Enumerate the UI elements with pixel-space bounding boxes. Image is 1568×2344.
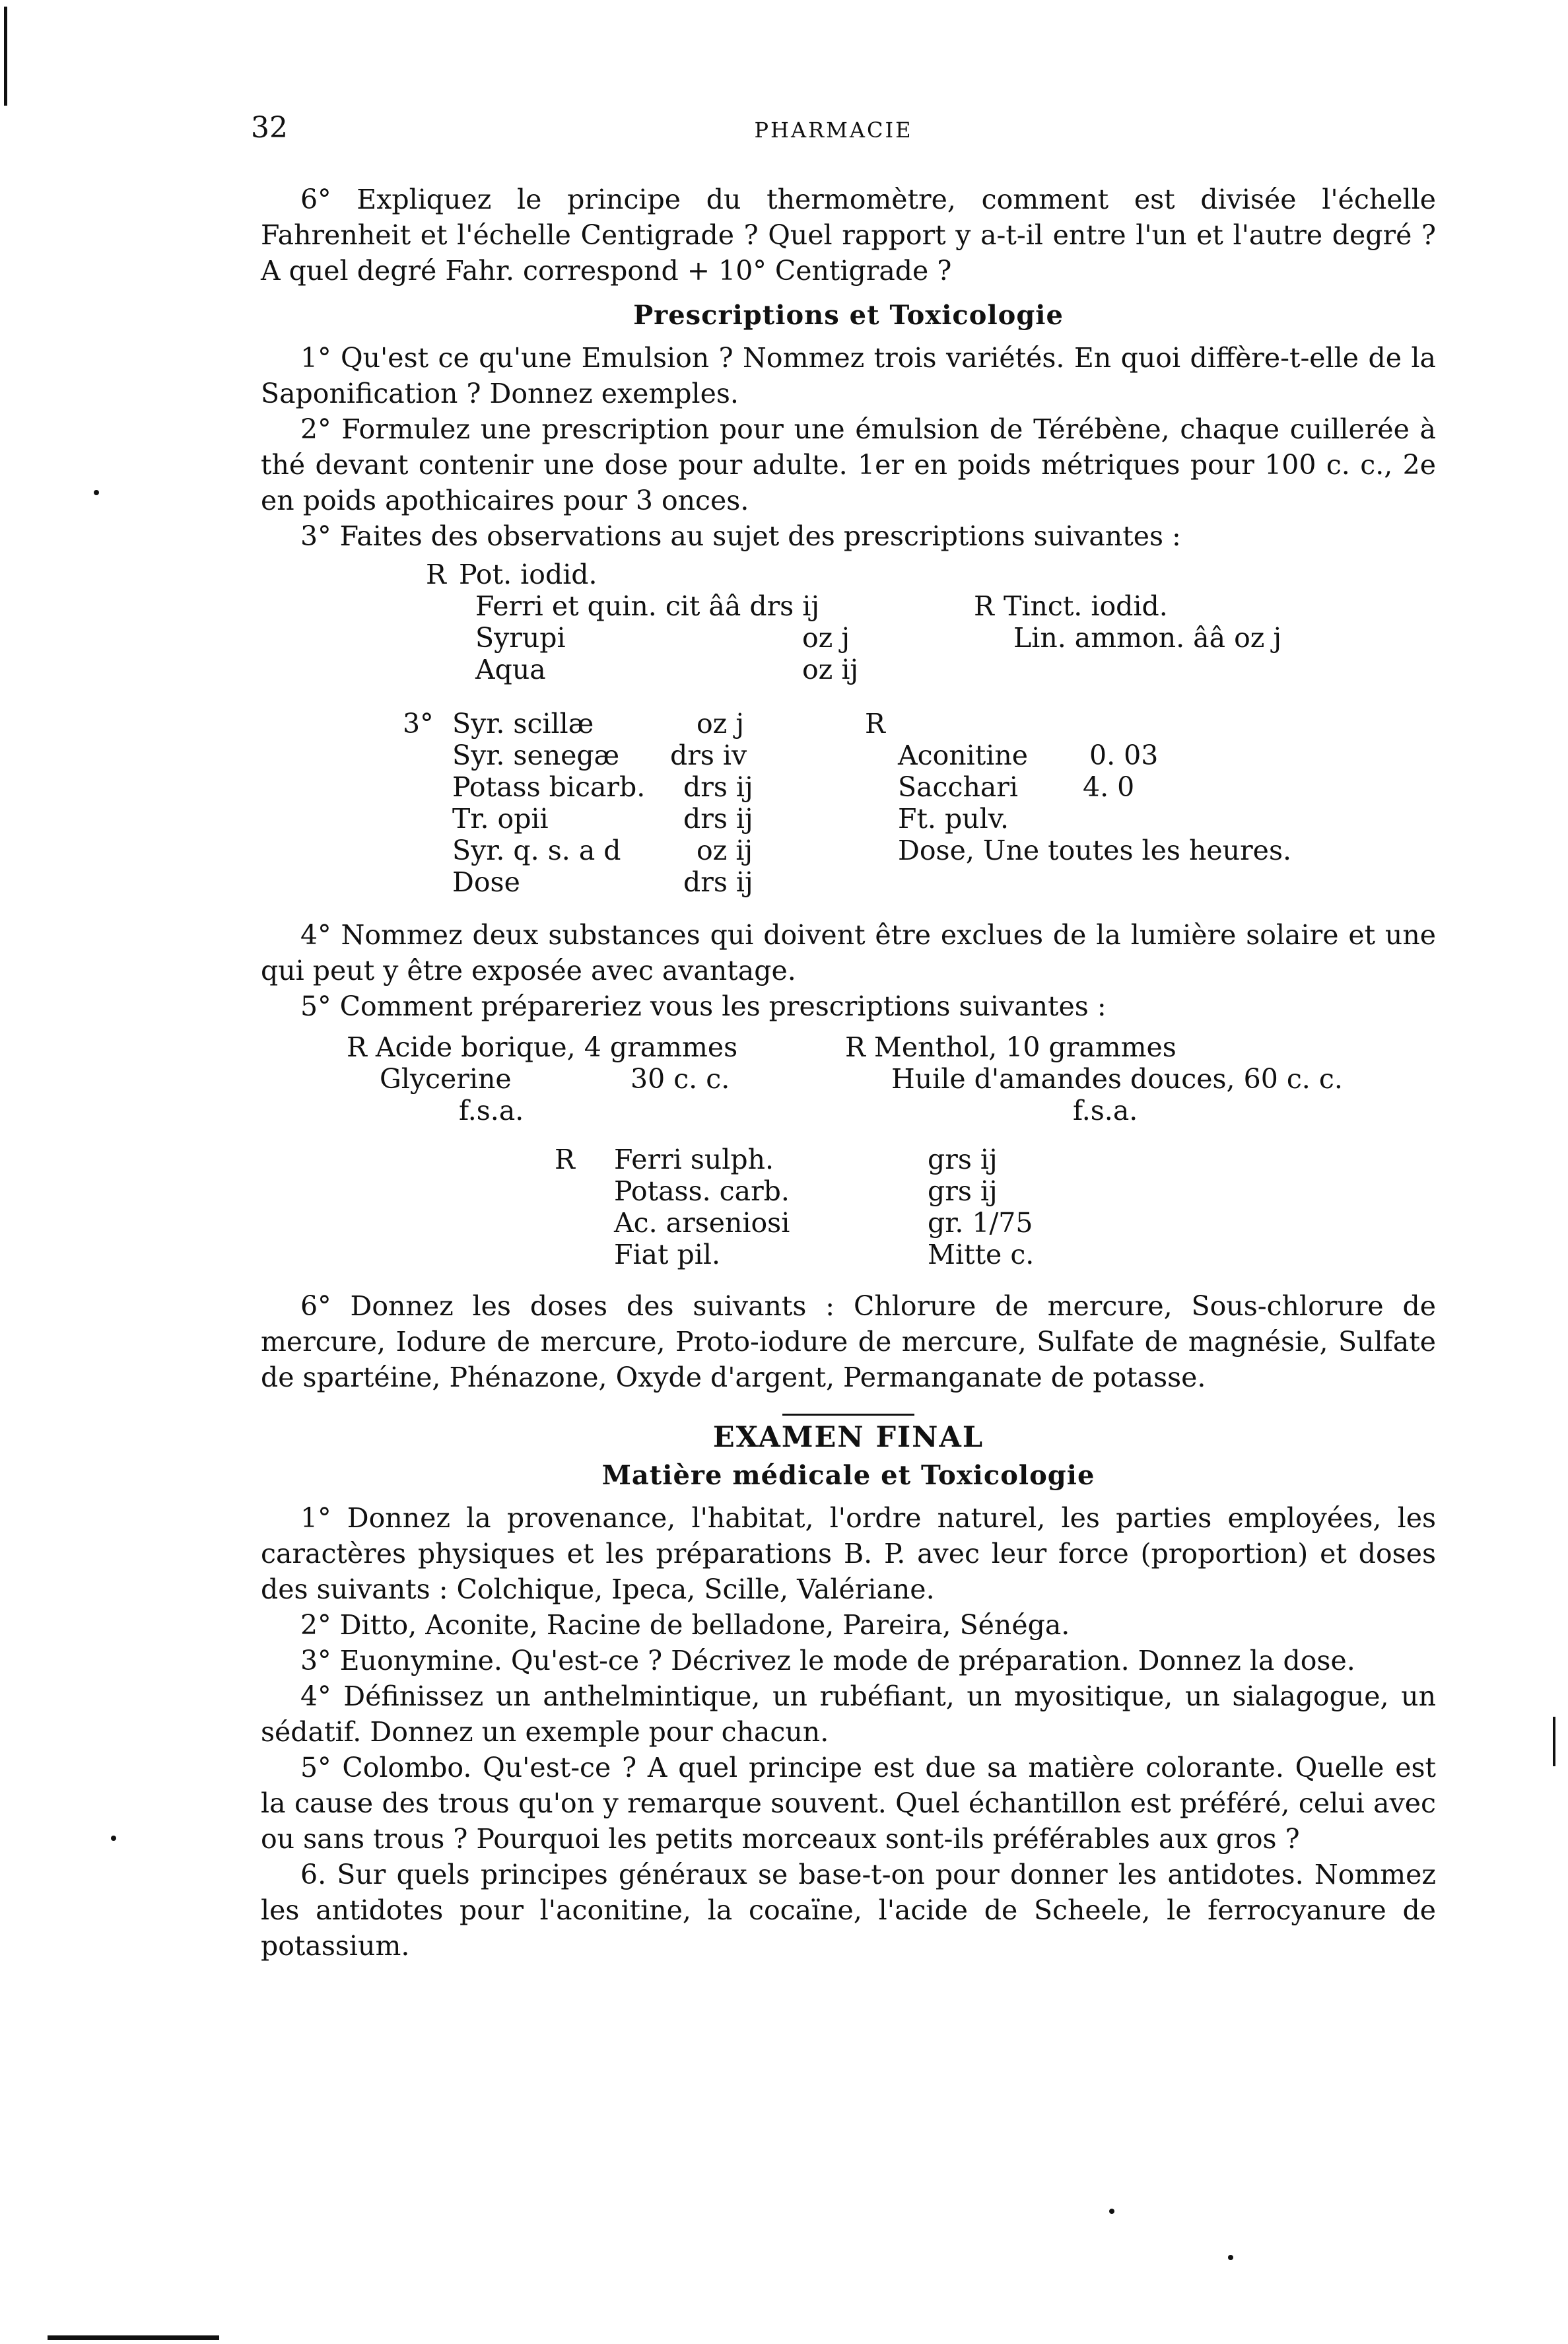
rx-line: Ferri et quin. cit ââ drs ij (475, 590, 820, 622)
exam-question-2: 2° Ditto, Aconite, Racine de belladone, Pareira, Sénéga. (300, 1609, 1070, 1641)
rx-line: f.s.a. (1073, 1095, 1138, 1126)
rx-line: Dose, Une toutes les heures. (898, 835, 1292, 866)
question-3-observations: 3° Faites des observations au sujet des prescriptions suivantes : (300, 520, 1181, 552)
rx-quantity: drs ij (683, 803, 753, 835)
rx-quantity: drs ij (683, 866, 753, 898)
rx-number: 3° (403, 708, 434, 740)
rx-quantity: drs ij (683, 771, 753, 803)
scan-edge-mark (48, 2335, 219, 2340)
rx-line: f.s.a. (459, 1095, 524, 1126)
question-2-terebene: 2° Formulez une prescription pour une émulsion de Térébène, chaque cuillerée à thé devant contenir une dose pour adulte. 1er en poids métriques pour 100 c. c., 2e en poids apothicaires pour 3 onces. (261, 413, 1436, 516)
rx-line: Potass. carb. (614, 1175, 790, 1207)
rx-line: Sacchari (898, 771, 1019, 803)
rx-quantity: oz ij (802, 654, 859, 685)
rx-line: Syr. scillæ (452, 708, 594, 740)
rx-line: Tr. opii (452, 803, 549, 835)
question-5-prepare: 5° Comment prépareriez vous les prescriptions suivantes : (300, 990, 1107, 1022)
exam-title: EXAMEN FINAL (712, 1421, 984, 1454)
rx-line: Ac. arseniosi (614, 1207, 790, 1239)
rx-line: Syr. senegæ (452, 740, 620, 771)
rx-quantity: oz j (697, 708, 745, 740)
question-1-emulsion: 1° Qu'est ce qu'une Emulsion ? Nommez trois variétés. En quoi diffère-t-elle de la Saponification ? Donnez exemples. (261, 342, 1436, 409)
rx-quantity: oz j (802, 622, 850, 654)
page-content (261, 182, 1436, 1964)
rx-line: Syr. q. s. a d (452, 835, 621, 866)
rx-line: Potass bicarb. (452, 771, 646, 803)
question-6-doses: 6° Donnez les doses des suivants : Chlorure de mercure, Sous-chlorure de mercure, Iodure de mercure, Proto-iodure de mercure, Sulfate de magnésie, Sulfate de spartéine, Phénazone, Oxyde d'argent, Permanganate de potasse. (261, 1290, 1436, 1393)
scan-edge-mark (1553, 1717, 1555, 1766)
prescriptions-group-2 (261, 1024, 1436, 1288)
question-6-thermometer: 6° Expliquez le principe du thermomètre, comment est divisée l'échelle Fahrenheit et l'échelle Centigrade ? Quel rapport y a-t-il entre l'un et l'autre degré ? A quel degré Fahr. correspond + 10° Centigrade ? (261, 184, 1436, 287)
rx-line: Aqua (475, 654, 546, 685)
rx-quantity: 4. 0 (1083, 771, 1135, 803)
rx-line: Aconitine (898, 740, 1029, 771)
rx-line: Syrupi (475, 622, 566, 654)
rx-quantity: oz ij (697, 835, 753, 866)
exam-question-3: 3° Euonymine. Qu'est-ce ? Décrivez le mode de préparation. Donnez la dose. (300, 1645, 1355, 1676)
scan-speck (94, 490, 99, 495)
question-4-light: 4° Nommez deux substances qui doivent être exclues de la lumière solaire et une qui peut y être exposée avec avantage. (261, 919, 1436, 986)
rx-line: Glycerine (380, 1063, 512, 1095)
rx-line: R Acide borique, 4 grammes (347, 1031, 738, 1063)
page-header (251, 111, 1416, 157)
scan-speck (1109, 2209, 1114, 2214)
rx-line: Ferri sulph. (614, 1144, 774, 1175)
scan-speck (111, 1836, 116, 1841)
rx-line: Lin. ammon. ââ oz j (1013, 622, 1282, 654)
exam-question-6: 6. Sur quels principes généraux se base-t-on pour donner les antidotes. Nommez les antidotes pour l'aconitine, la cocaïne, l'acide de Scheele, le ferrocyanure de potassium. (261, 1859, 1436, 1962)
rx-line: Dose (452, 866, 520, 898)
rx-symbol: R (426, 559, 446, 590)
rx-quantity: 30 c. c. (631, 1063, 730, 1095)
page-number: 32 (251, 111, 288, 145)
rx-line: Ft. pulv. (898, 803, 1009, 835)
exam-subtitle: Matière médicale et Toxicologie (601, 1460, 1095, 1491)
rx-line: R Menthol, 10 grammes (845, 1031, 1176, 1063)
rx-quantity: grs ij (928, 1144, 998, 1175)
section-divider (782, 1414, 914, 1416)
rx-quantity: grs ij (928, 1175, 998, 1207)
rx-line: Pot. iodid. (459, 559, 597, 590)
rx-quantity: drs iv (670, 740, 747, 771)
rx-quantity: gr. 1/75 (928, 1207, 1033, 1239)
rx-quantity: Mitte c. (928, 1239, 1035, 1270)
rx-symbol: R (865, 708, 885, 740)
running-title: PHARMACIE (754, 118, 913, 143)
exam-question-4: 4° Définissez un anthelmintique, un rubéfiant, un myositique, un sialagogue, un sédatif. Donnez un exemple pour chacun. (261, 1680, 1436, 1748)
rx-symbol: R (555, 1144, 575, 1175)
exam-question-1: 1° Donnez la provenance, l'habitat, l'ordre naturel, les parties employées, les caractères physiques et les préparations B. P. avec leur force (proportion) et doses des suivants : Colchique, Ipeca, Scille, Valériane. (261, 1502, 1436, 1605)
rx-line: Fiat pil. (614, 1239, 721, 1270)
scan-edge-mark (4, 7, 7, 106)
scan-speck (1228, 2255, 1233, 2260)
rx-line: Huile d'amandes douces, 60 c. c. (891, 1063, 1343, 1095)
section-heading: Prescriptions et Toxicologie (633, 300, 1064, 331)
rx-line: Tinct. iodid. (1004, 590, 1168, 622)
exam-question-5: 5° Colombo. Qu'est-ce ? A quel principe est due sa matière colorante. Quelle est la cause des trous qu'on y remarque souvent. Quel échantillon est préféré, celui avec ou sans trous ? Pourquoi les petits morceaux sont-ils préférables aux gros ? (261, 1752, 1436, 1855)
rx-quantity: 0. 03 (1089, 740, 1159, 771)
prescriptions-group-1 (261, 554, 1436, 898)
rx-symbol: R (974, 590, 994, 622)
